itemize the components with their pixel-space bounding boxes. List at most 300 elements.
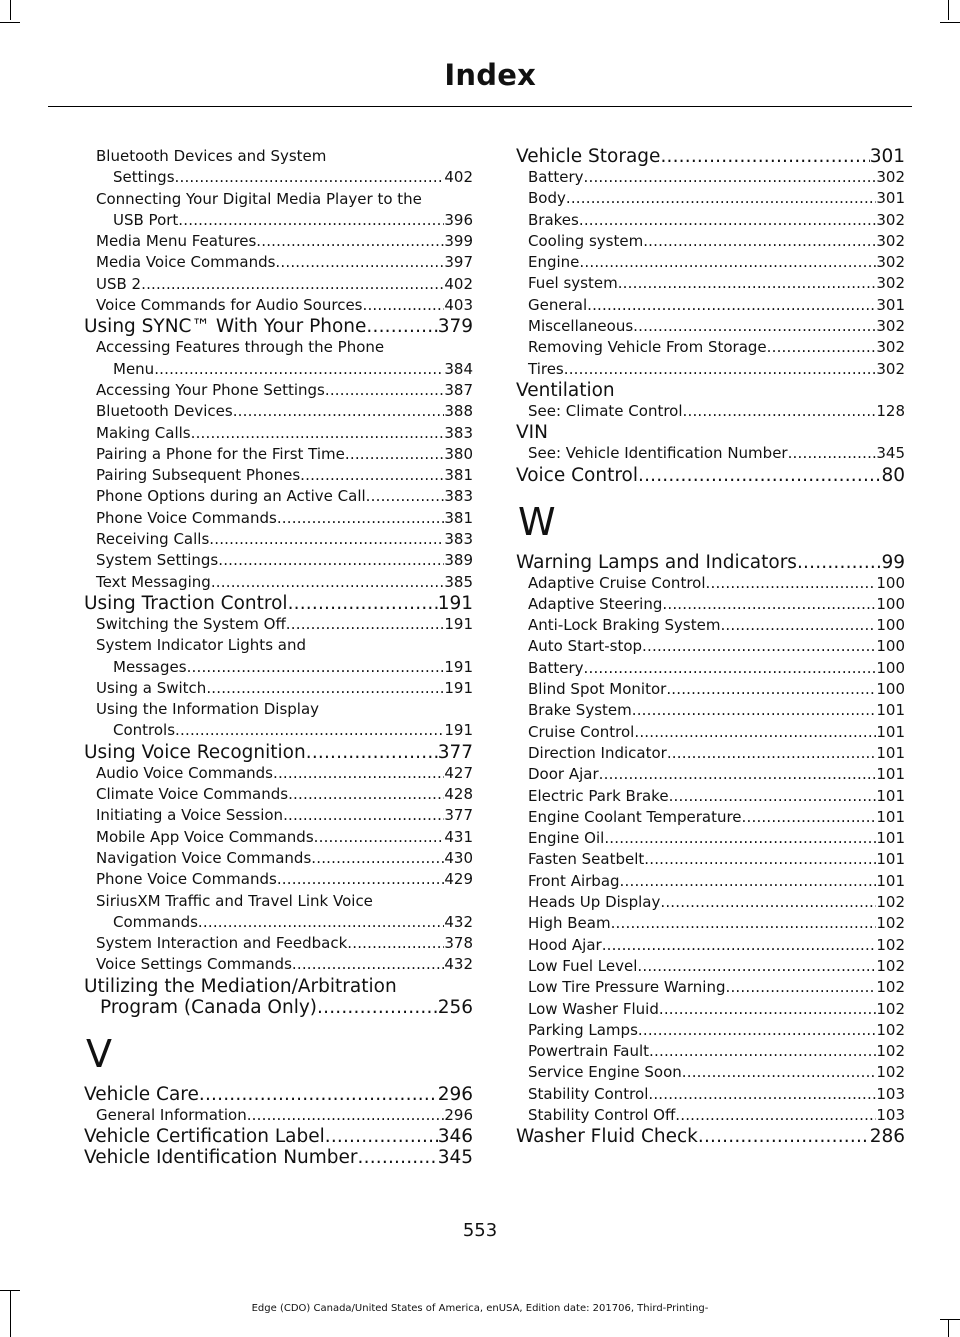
dot-leader (292, 954, 444, 975)
crop-mark (940, 1319, 960, 1320)
index-subentry (516, 573, 905, 594)
entry-page-number: 103 (876, 1105, 905, 1124)
entry-label: Vehicle Storage (516, 146, 661, 167)
entry-label: Bluetooth Devices (96, 402, 233, 421)
entry-page-number: 286 (869, 1126, 905, 1148)
entry-label: Messages (113, 657, 187, 676)
index-subentry (84, 444, 473, 465)
index-entry (84, 593, 473, 614)
dot-leader (632, 700, 877, 721)
entry-label: Stability Control Off (528, 1105, 676, 1124)
index-subentry (516, 1084, 905, 1105)
entry-page-number: 101 (876, 701, 905, 720)
dot-leader (618, 273, 877, 294)
dot-leader (669, 786, 877, 807)
entry-label: Adaptive Cruise Control (528, 573, 706, 592)
entry-label: Warning Lamps and Indicators (516, 551, 797, 573)
entry-page-number: 100 (876, 594, 905, 613)
entry-label: Accessing Your Phone Settings (96, 380, 325, 399)
index-subentry (84, 784, 473, 805)
page-number: 553 (462, 1220, 498, 1241)
entry-page-number: 383 (444, 423, 473, 442)
index-subentry (84, 210, 473, 231)
index-subentry (84, 380, 473, 401)
entry-page-number: 191 (444, 614, 473, 633)
index-subentry (516, 1020, 905, 1041)
index-entry (84, 316, 473, 337)
entry-page-number: 388 (444, 402, 473, 421)
dot-leader (325, 380, 444, 401)
footer-text: Edge (CDO) Canada/United States of America, enUSA, Edition date: 201706, Third-Printing- (251, 1303, 709, 1314)
entry-label: Anti-Lock Braking System (528, 616, 721, 635)
entry-page-number: 345 (437, 1146, 473, 1168)
entry-page-number: 256 (437, 996, 473, 1018)
dot-leader (209, 529, 444, 550)
entry-label: Blind Spot Monitor (528, 680, 667, 699)
crop-mark (940, 22, 960, 23)
entry-label: Washer Fluid Check (516, 1126, 698, 1148)
dot-leader (584, 167, 877, 188)
entry-page-number: 100 (876, 658, 905, 677)
entry-label: Media Menu Features (96, 232, 257, 251)
index-subentry (516, 252, 905, 273)
dot-leader (191, 423, 445, 444)
dot-leader (682, 1062, 877, 1083)
dot-leader (579, 252, 876, 273)
entry-page-number: 100 (876, 680, 905, 699)
entry-page-number: 302 (876, 168, 905, 186)
entry-label: USB Port (113, 210, 179, 229)
dot-leader (706, 573, 877, 594)
entry-label: Removing Vehicle From Storage (528, 338, 767, 357)
index-subentry (84, 401, 473, 422)
entry-page-number: 302 (876, 317, 905, 336)
entry-label: Front Airbag (528, 871, 620, 890)
dot-leader (643, 231, 876, 252)
dot-leader (233, 401, 445, 422)
entry-label: Door Ajar (528, 765, 599, 784)
index-subentry (84, 486, 473, 507)
entry-label: High Beam (528, 914, 611, 933)
dot-leader (141, 274, 444, 295)
index-entry (84, 1147, 473, 1168)
entry-label: Auto Start-stop (528, 637, 643, 656)
index-subentry (84, 231, 473, 252)
entry-page-number: 385 (444, 572, 473, 591)
dot-leader (642, 636, 876, 657)
index-subentry (516, 295, 905, 316)
dot-leader (638, 1020, 876, 1041)
index-entry-heading: Ventilation (516, 379, 615, 401)
entry-page-number: 428 (444, 785, 473, 804)
index-subentry (516, 913, 905, 934)
entry-page-number: 427 (444, 763, 473, 782)
index-subentry (516, 722, 905, 743)
entry-page-number: 102 (876, 1063, 905, 1082)
dot-leader (366, 316, 437, 337)
index-subentry (84, 529, 473, 550)
dot-leader (366, 486, 445, 507)
entry-label: Audio Voice Commands (96, 763, 273, 782)
dot-leader (154, 359, 444, 380)
dot-leader (187, 657, 445, 678)
entry-page-number: 402 (444, 168, 473, 187)
entry-label: Hood Ajar (528, 935, 602, 954)
entry-label: Climate Voice Commands (96, 785, 289, 804)
entry-page-number: 302 (876, 338, 905, 357)
dot-leader (683, 401, 877, 422)
entry-page-number: 191 (444, 678, 473, 697)
entry-label: Stability Control (528, 1084, 649, 1103)
entry-label: Phone Options during an Active Call (96, 487, 366, 506)
entry-label: Vehicle Identification Number (84, 1146, 358, 1168)
dot-leader (564, 359, 877, 380)
entry-label: Media Voice Commands (96, 253, 276, 272)
entry-label: Heads Up Display (528, 893, 661, 912)
index-subentry (516, 935, 905, 956)
index-subentry (516, 807, 905, 828)
index-subentry (516, 956, 905, 977)
entry-page-number: 383 (444, 487, 473, 506)
index-subentry (84, 614, 473, 635)
dot-leader (788, 443, 877, 464)
dot-leader (306, 742, 438, 763)
entry-label: See: Vehicle Identification Number (528, 444, 788, 463)
entry-page-number: 381 (444, 508, 473, 527)
index-subentry-heading: Using the Information Display (96, 700, 320, 719)
entry-page-number: 101 (876, 871, 905, 890)
entry-page-number: 432 (444, 955, 473, 974)
index-entry (84, 1084, 473, 1105)
entry-label: Cooling system (528, 231, 644, 250)
index-subentry (516, 700, 905, 721)
index-subentry (84, 252, 473, 273)
entry-label: General Information (96, 1105, 247, 1124)
entry-page-number: 296 (444, 1105, 473, 1124)
index-subentry (516, 316, 905, 337)
dot-leader (198, 912, 444, 933)
entry-page-number: 402 (444, 274, 473, 293)
entry-page-number: 102 (876, 956, 905, 975)
entry-page-number: 378 (444, 934, 473, 953)
index-subentry (84, 720, 473, 741)
entry-page-number: 102 (876, 914, 905, 933)
index-entry (516, 465, 905, 486)
index-subentry (84, 274, 473, 295)
entry-label: Service Engine Soon (528, 1063, 682, 1082)
index-subentry (516, 594, 905, 615)
index-column-left (84, 146, 473, 1168)
dot-leader (611, 913, 877, 934)
entry-label: Mobile App Voice Commands (96, 827, 314, 846)
entry-page-number: 102 (876, 893, 905, 912)
entry-page-number: 302 (876, 359, 905, 378)
dot-leader (602, 935, 877, 956)
dot-leader (675, 1105, 876, 1126)
dot-leader (288, 784, 444, 805)
dot-leader (587, 295, 876, 316)
index-subentry (84, 954, 473, 975)
entry-label: Pairing a Phone for the First Time (96, 444, 345, 463)
index-subentry (516, 615, 905, 636)
entry-page-number: 103 (876, 1084, 905, 1103)
entry-label: Battery (528, 658, 584, 677)
section-letter: V (86, 1031, 112, 1076)
index-subentry (84, 550, 473, 571)
entry-page-number: 101 (876, 786, 905, 805)
index-entry-heading: VIN (516, 422, 548, 444)
index-subentry (84, 933, 473, 954)
entry-page-number: 101 (876, 850, 905, 869)
entry-page-number: 380 (444, 444, 473, 463)
index-entry (516, 1126, 905, 1147)
index-subentry (84, 848, 473, 869)
entry-label: Settings (113, 168, 175, 187)
dot-leader (286, 614, 445, 635)
index-subentry-heading: Accessing Features through the Phone (96, 338, 385, 357)
entry-page-number: 101 (876, 807, 905, 826)
dot-leader (211, 572, 445, 593)
entry-page-number: 432 (444, 912, 473, 931)
dot-leader (283, 805, 444, 826)
entry-page-number: 377 (437, 741, 473, 763)
entry-label: Using Voice Recognition (84, 741, 306, 763)
dot-leader (637, 956, 876, 977)
dot-leader (742, 807, 877, 828)
index-subentry (84, 763, 473, 784)
dot-leader (767, 337, 877, 358)
dot-leader (277, 508, 445, 529)
entry-label: Powertrain Fault (528, 1042, 650, 1061)
index-entry (516, 552, 905, 573)
entry-page-number: 377 (444, 806, 473, 825)
dot-leader (311, 848, 444, 869)
dot-leader (314, 827, 445, 848)
index-subentry (84, 805, 473, 826)
entry-page-number: 102 (876, 1020, 905, 1039)
index-entry (84, 1126, 473, 1147)
entry-label: General (528, 295, 588, 314)
crop-mark (948, 1320, 949, 1337)
entry-page-number: 101 (876, 722, 905, 741)
dot-leader (620, 871, 877, 892)
dot-leader (218, 550, 444, 571)
entry-page-number: 345 (876, 444, 905, 463)
entry-page-number: 381 (444, 466, 473, 485)
index-entry (516, 146, 905, 167)
index-subentry (84, 869, 473, 890)
index-subentry (516, 359, 905, 380)
entry-page-number: 301 (869, 146, 905, 167)
entry-label: Engine (528, 253, 580, 272)
index-subentry-heading: Connecting Your Digital Media Player to the (96, 189, 422, 208)
index-subentry (516, 1041, 905, 1062)
index-subentry-heading: SiriusXM Traffic and Travel Link Voice (96, 891, 373, 910)
entry-page-number: 403 (444, 296, 473, 315)
dot-leader (698, 1126, 870, 1147)
dot-leader (273, 763, 444, 784)
index-subentry (516, 1062, 905, 1083)
index-entry (84, 742, 473, 763)
entry-label: Controls (113, 721, 176, 740)
entry-label: System Interaction and Feedback (96, 934, 348, 953)
entry-label: Adaptive Steering (528, 594, 663, 613)
dot-leader (175, 720, 444, 741)
entry-page-number: 384 (444, 359, 473, 378)
entry-label: System Settings (96, 551, 219, 570)
index-subentry (516, 167, 905, 188)
entry-label: Parking Lamps (528, 1020, 638, 1039)
dot-leader (648, 1084, 876, 1105)
entry-label: Electric Park Brake (528, 786, 669, 805)
entry-page-number: 396 (444, 210, 473, 229)
index-subentry (84, 167, 473, 188)
entry-label: Making Calls (96, 423, 191, 442)
dot-leader (638, 465, 881, 486)
dot-leader (634, 722, 876, 743)
dot-leader (345, 444, 444, 465)
entry-page-number: 431 (444, 827, 473, 846)
page-title: Index (444, 58, 536, 92)
entry-page-number: 191 (444, 721, 473, 740)
index-subentry (84, 572, 473, 593)
index-subentry (84, 912, 473, 933)
dot-leader (726, 977, 877, 998)
dot-leader (662, 594, 876, 615)
entry-page-number: 302 (876, 231, 905, 250)
dot-leader (199, 1084, 438, 1105)
dot-leader (649, 1041, 876, 1062)
entry-page-number: 302 (876, 253, 905, 272)
entry-page-number: 387 (444, 380, 473, 399)
entry-label: Commands (113, 912, 198, 931)
entry-label: Direction Indicator (528, 743, 667, 762)
index-entry (84, 997, 473, 1018)
index-subentry (516, 188, 905, 209)
dot-leader (644, 849, 876, 870)
entry-label: Navigation Voice Commands (96, 848, 312, 867)
index-subentry (516, 337, 905, 358)
entry-label: Tires (528, 359, 564, 378)
entry-page-number: 101 (876, 829, 905, 848)
entry-page-number: 399 (444, 232, 473, 251)
dot-leader (317, 997, 438, 1018)
entry-page-number: 346 (437, 1125, 473, 1147)
entry-label: Low Fuel Level (528, 956, 638, 975)
index-subentry (516, 871, 905, 892)
entry-page-number: 389 (444, 551, 473, 570)
index-subentry (516, 849, 905, 870)
entry-label: Pairing Subsequent Phones (96, 466, 301, 485)
entry-label: Phone Voice Commands (96, 508, 277, 527)
entry-label: Using a Switch (96, 678, 207, 697)
dot-leader (579, 210, 877, 231)
entry-page-number: 302 (876, 210, 905, 229)
index-subentry (516, 977, 905, 998)
index-subentry (84, 423, 473, 444)
dot-leader (797, 552, 882, 573)
index-subentry (516, 764, 905, 785)
index-subentry (516, 743, 905, 764)
index-subentry-heading: System Indicator Lights and (96, 636, 306, 655)
entry-page-number: 100 (876, 637, 905, 656)
entry-label: Switching the System Off (96, 614, 286, 633)
crop-mark (10, 0, 11, 20)
entry-label: Engine Oil (528, 829, 605, 848)
crop-mark (0, 1290, 20, 1291)
dot-leader (178, 210, 444, 231)
index-subentry (516, 273, 905, 294)
entry-label: Text Messaging (96, 572, 211, 591)
dot-leader (277, 869, 445, 890)
dot-leader (633, 316, 876, 337)
dot-leader (363, 295, 445, 316)
section-letter: W (518, 499, 556, 544)
dot-leader (584, 658, 877, 679)
entry-page-number: 100 (876, 616, 905, 635)
entry-page-number: 102 (876, 978, 905, 997)
entry-label: Voice Settings Commands (96, 955, 292, 974)
entry-page-number: 101 (876, 765, 905, 784)
crop-mark (948, 0, 949, 20)
entry-page-number: 383 (444, 530, 473, 549)
index-subentry-heading: Bluetooth Devices and System (96, 147, 327, 165)
entry-label: Initiating a Voice Session (96, 806, 284, 825)
index-subentry (516, 210, 905, 231)
index-subentry (516, 679, 905, 700)
entry-label: Brakes (528, 210, 579, 229)
dot-leader (720, 615, 876, 636)
index-subentry (84, 827, 473, 848)
index-subentry (516, 1105, 905, 1126)
index-subentry (84, 465, 473, 486)
entry-page-number: 102 (876, 999, 905, 1018)
dot-leader (206, 678, 444, 699)
entry-page-number: 100 (876, 573, 905, 592)
index-subentry (84, 678, 473, 699)
entry-label: Voice Control (516, 464, 638, 486)
entry-label: Engine Coolant Temperature (528, 807, 742, 826)
entry-label: Fuel system (528, 274, 618, 293)
entry-page-number: 301 (876, 189, 905, 208)
dot-leader (604, 828, 876, 849)
entry-label: Phone Voice Commands (96, 870, 277, 889)
index-column-right (516, 146, 905, 1147)
entry-page-number: 128 (876, 401, 905, 420)
entry-page-number: 397 (444, 253, 473, 272)
index-subentry (516, 999, 905, 1020)
header-rule (48, 106, 912, 107)
entry-label: Fasten Seatbelt (528, 850, 645, 869)
index-subentry (516, 658, 905, 679)
dot-leader (659, 999, 877, 1020)
entry-label: Low Washer Fluid (528, 999, 659, 1018)
entry-label: USB 2 (96, 274, 142, 293)
index-subentry (516, 786, 905, 807)
entry-label: Body (528, 189, 566, 208)
index-subentry (84, 657, 473, 678)
dot-leader (325, 1126, 438, 1147)
entry-label: Voice Commands for Audio Sources (96, 296, 363, 315)
entry-label: Vehicle Care (84, 1083, 199, 1105)
entry-page-number: 379 (437, 316, 473, 338)
dot-leader (347, 933, 444, 954)
entry-label: Vehicle Certification Label (84, 1125, 325, 1147)
index-subentry (516, 636, 905, 657)
index-subentry (84, 508, 473, 529)
dot-leader (566, 188, 876, 209)
entry-page-number: 296 (437, 1083, 473, 1105)
